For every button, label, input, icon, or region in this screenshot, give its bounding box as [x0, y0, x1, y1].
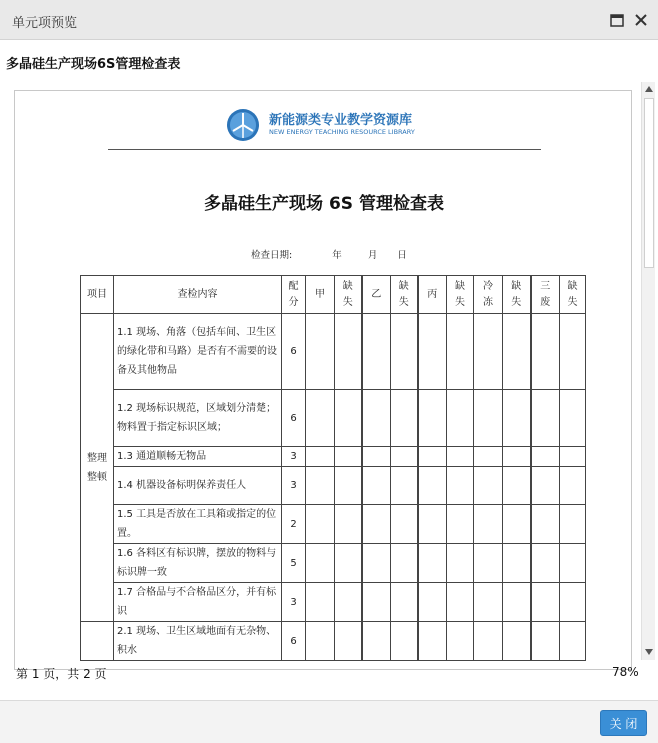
header-yi: 乙	[362, 276, 391, 314]
score-cell: 6	[282, 314, 306, 390]
empty-cell	[503, 390, 531, 447]
empty-cell	[447, 583, 474, 622]
empty-cell	[560, 447, 586, 467]
empty-cell	[418, 447, 447, 467]
logo-name-en: NEW ENERGY TEACHING RESOURCE LIBRARY	[269, 128, 415, 136]
date-day: 日	[397, 250, 407, 261]
empty-cell	[362, 505, 391, 544]
table-row	[81, 447, 586, 467]
empty-cell	[418, 544, 447, 583]
empty-cell	[362, 583, 391, 622]
empty-cell	[391, 583, 418, 622]
empty-cell	[503, 622, 531, 661]
window-titlebar	[0, 0, 658, 40]
preview-viewer[interactable]	[0, 82, 658, 660]
logo	[225, 107, 485, 143]
empty-cell	[335, 622, 362, 661]
empty-cell	[306, 583, 335, 622]
header-content: 查检内容	[114, 276, 282, 314]
empty-cell	[391, 505, 418, 544]
empty-cell	[306, 467, 335, 505]
header-sanfei: 三 废	[531, 276, 560, 314]
empty-cell	[474, 544, 503, 583]
empty-cell	[418, 390, 447, 447]
empty-cell	[418, 583, 447, 622]
page-indicator: 第 1 页，共 2 页	[16, 667, 107, 681]
header-leng: 冷 冻	[474, 276, 503, 314]
checklist-table	[80, 275, 586, 661]
score-cell: 6	[282, 390, 306, 447]
empty-cell	[447, 390, 474, 447]
status-bar	[0, 660, 658, 686]
empty-cell	[362, 447, 391, 467]
check-content: 2.1 现场、卫生区域地面有无杂物、积水	[114, 622, 282, 661]
empty-cell	[531, 583, 560, 622]
table-row	[81, 505, 586, 544]
empty-cell	[447, 622, 474, 661]
check-content: 1.7 合格品与不合格品区分，并有标识	[114, 583, 282, 622]
logo-name-cn: 新能源类专业教学资源库	[269, 113, 413, 128]
score-cell: 3	[282, 583, 306, 622]
check-content: 1.2 现场标识规范，区域划分清楚；物料置于指定标识区域；	[114, 390, 282, 447]
dialog-footer	[0, 700, 658, 743]
empty-cell	[503, 467, 531, 505]
empty-cell	[474, 390, 503, 447]
header-jia: 甲	[306, 276, 335, 314]
header-missing: 缺 失	[391, 276, 418, 314]
empty-cell	[306, 505, 335, 544]
empty-cell	[391, 447, 418, 467]
empty-cell	[391, 467, 418, 505]
header-score: 配 分	[282, 276, 306, 314]
empty-cell	[391, 544, 418, 583]
check-content: 1.5 工具是否放在工具箱或指定的位置。	[114, 505, 282, 544]
close-icon[interactable]	[630, 9, 652, 31]
maximize-icon[interactable]	[606, 9, 628, 31]
date-year: 年	[332, 250, 342, 261]
header-missing: 缺 失	[335, 276, 362, 314]
empty-cell	[560, 390, 586, 447]
empty-cell	[531, 467, 560, 505]
score-cell: 3	[282, 467, 306, 505]
empty-cell	[391, 390, 418, 447]
empty-cell	[560, 583, 586, 622]
empty-cell	[447, 314, 474, 390]
empty-cell	[560, 622, 586, 661]
check-content: 1.1 现场、角落（包括车间、卫生区的绿化带和马路）是否有不需要的设备及其他物品	[114, 314, 282, 390]
score-cell: 6	[282, 622, 306, 661]
empty-cell	[391, 314, 418, 390]
empty-cell	[362, 544, 391, 583]
empty-cell	[306, 314, 335, 390]
empty-cell	[418, 622, 447, 661]
category-cell	[81, 622, 114, 661]
empty-cell	[306, 390, 335, 447]
scroll-down-icon[interactable]	[642, 645, 656, 659]
empty-cell	[362, 467, 391, 505]
empty-cell	[335, 467, 362, 505]
check-content: 1.6 各料区有标识牌，摆放的物料与标识牌一致	[114, 544, 282, 583]
empty-cell	[474, 583, 503, 622]
empty-cell	[474, 467, 503, 505]
header-divider	[108, 149, 541, 150]
empty-cell	[447, 544, 474, 583]
window-title: 单元项预览	[12, 16, 78, 31]
scroll-up-icon[interactable]	[642, 82, 656, 96]
empty-cell	[531, 505, 560, 544]
empty-cell	[418, 467, 447, 505]
empty-cell	[418, 505, 447, 544]
empty-cell	[447, 505, 474, 544]
empty-cell	[503, 505, 531, 544]
empty-cell	[418, 314, 447, 390]
empty-cell	[560, 505, 586, 544]
scroll-thumb[interactable]	[644, 98, 654, 268]
form-title: 多晶硅生产现场 6S 管理检查表	[204, 194, 444, 214]
empty-cell	[335, 314, 362, 390]
empty-cell	[503, 447, 531, 467]
document-page	[14, 90, 632, 670]
empty-cell	[503, 544, 531, 583]
zoom-level: 78%	[612, 665, 639, 679]
table-row	[81, 622, 586, 661]
header-missing: 缺 失	[560, 276, 586, 314]
empty-cell	[335, 505, 362, 544]
empty-cell	[335, 447, 362, 467]
header-bing: 丙	[418, 276, 447, 314]
empty-cell	[531, 622, 560, 661]
empty-cell	[474, 505, 503, 544]
empty-cell	[560, 314, 586, 390]
header-missing: 缺 失	[503, 276, 531, 314]
table-row	[81, 544, 586, 583]
score-cell: 5	[282, 544, 306, 583]
table-row	[81, 390, 586, 447]
empty-cell	[306, 544, 335, 583]
empty-cell	[306, 622, 335, 661]
empty-cell	[560, 544, 586, 583]
empty-cell	[560, 467, 586, 505]
empty-cell	[531, 314, 560, 390]
inspection-date	[251, 247, 407, 261]
table-header-row	[81, 276, 586, 314]
vertical-scrollbar[interactable]	[641, 82, 655, 660]
table-row	[81, 314, 586, 390]
category-cell: 整理 整顿	[81, 314, 114, 622]
empty-cell	[391, 622, 418, 661]
table-row	[81, 583, 586, 622]
empty-cell	[474, 622, 503, 661]
empty-cell	[335, 544, 362, 583]
empty-cell	[474, 314, 503, 390]
check-content: 1.4 机器设备标明保养责任人	[114, 467, 282, 505]
empty-cell	[362, 314, 391, 390]
check-content: 1.3 通道顺畅无物品	[114, 447, 282, 467]
empty-cell	[531, 390, 560, 447]
empty-cell	[503, 583, 531, 622]
empty-cell	[362, 390, 391, 447]
empty-cell	[447, 447, 474, 467]
empty-cell	[531, 544, 560, 583]
date-month: 月	[367, 250, 378, 261]
date-label: 检查日期:	[251, 250, 293, 261]
header-item: 项目	[81, 276, 114, 314]
score-cell: 3	[282, 447, 306, 467]
empty-cell	[306, 447, 335, 467]
wind-turbine-logo-icon	[225, 107, 261, 143]
empty-cell	[474, 447, 503, 467]
empty-cell	[335, 583, 362, 622]
empty-cell	[362, 622, 391, 661]
close-button[interactable]: 关 闭	[600, 710, 647, 736]
empty-cell	[335, 390, 362, 447]
empty-cell	[447, 467, 474, 505]
score-cell: 2	[282, 505, 306, 544]
empty-cell	[531, 447, 560, 467]
header-missing: 缺 失	[447, 276, 474, 314]
document-title: 多晶硅生产现场6S管理检查表	[6, 57, 181, 72]
table-row	[81, 467, 586, 505]
empty-cell	[503, 314, 531, 390]
